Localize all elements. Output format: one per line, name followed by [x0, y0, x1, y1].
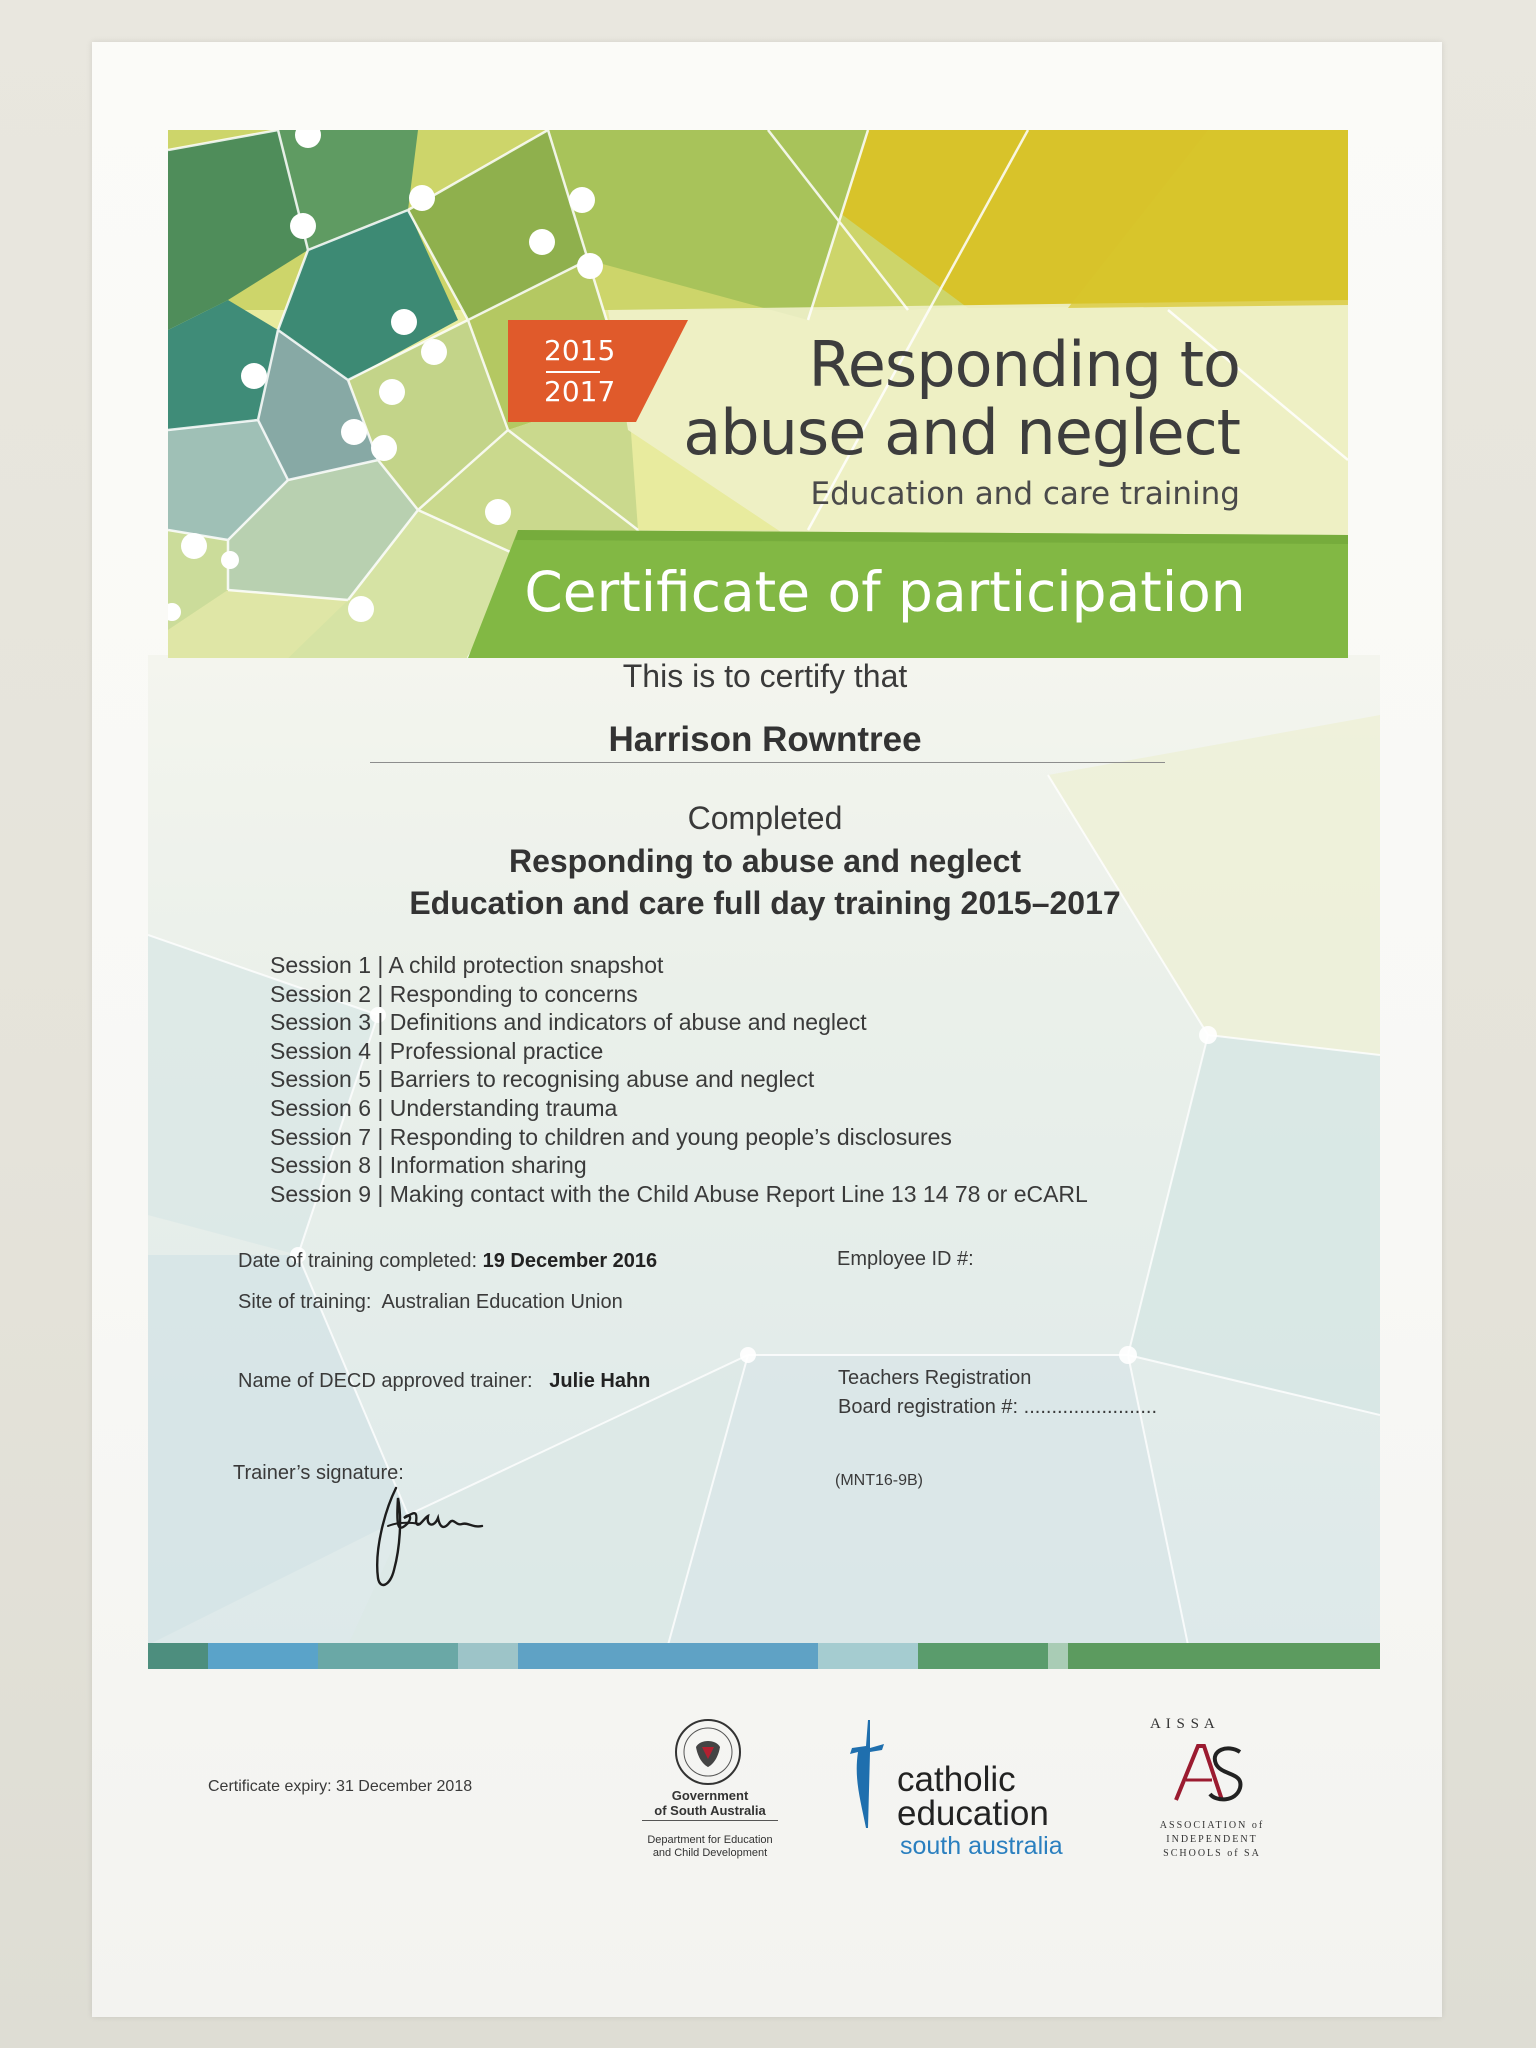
- ce-line3: south australia: [900, 1832, 1063, 1860]
- gov-name-line2: of South Australia: [654, 1803, 766, 1818]
- session-item: Session 7 | Responding to children and young people’s disclosures: [270, 1123, 952, 1150]
- training-site-label: Site of training:: [238, 1291, 372, 1313]
- program-subtitle: Education and care training: [810, 476, 1240, 512]
- signature-label: Trainer’s signature:: [233, 1462, 404, 1484]
- session-item: Session 8 | Information sharing: [270, 1152, 587, 1179]
- ce-line2: education: [897, 1794, 1049, 1833]
- badge-year-start: 2015: [544, 334, 616, 367]
- session-item: Session 4 | Professional practice: [270, 1037, 604, 1064]
- program-title-line2: abuse and neglect: [683, 396, 1240, 469]
- employee-id-label: Employee ID #:: [837, 1248, 974, 1270]
- session-item: Session 6 | Understanding trauma: [270, 1094, 618, 1121]
- session-item: Session 1 | A child protection snapshot: [270, 952, 664, 978]
- sa-government-crest-icon: [672, 1717, 744, 1792]
- trainer-signature: [368, 1478, 548, 1598]
- badge-year-end: 2017: [544, 375, 616, 408]
- training-site-row: [238, 1291, 623, 1314]
- training-site-value: Australian Education Union: [381, 1291, 623, 1313]
- trb-label-line2: Board registration #: ........................: [838, 1396, 1158, 1418]
- gov-dept-line2: and Child Development: [652, 1847, 768, 1859]
- catholic-education-cross-icon: [848, 1718, 890, 1835]
- trb-label-line1: Teachers Registration: [838, 1367, 1032, 1389]
- session-item: Session 9 | Making contact with the Child Abuse Report Line 13 14 78 or eCARL: [270, 1180, 1088, 1207]
- session-item: Session 3 | Definitions and indicators of abuse and neglect: [270, 1009, 867, 1036]
- session-item: Session 2 | Responding to concerns: [270, 980, 638, 1007]
- aissa-name-line1: ASSOCIATION of: [1159, 1820, 1265, 1831]
- course-title-line2: Education and care full day training 2015–2017: [409, 885, 1121, 921]
- aissa-name-line2: INDEPENDENT: [1166, 1834, 1258, 1845]
- training-date-row: [238, 1250, 657, 1273]
- trainer-row: [238, 1370, 650, 1393]
- form-code: (MNT16-9B): [835, 1472, 924, 1489]
- aissa-name-line3: SCHOOLS of SA: [1163, 1848, 1261, 1859]
- trainer-value: Julie Hahn: [549, 1370, 651, 1392]
- aissa-acronym: A I S S A: [1150, 1716, 1216, 1732]
- gov-name-line1: Government: [671, 1788, 749, 1803]
- gov-divider: [642, 1820, 778, 1821]
- gov-dept-line1: Department for Education: [647, 1834, 773, 1846]
- badge-divider: [546, 371, 600, 373]
- name-underline: [370, 762, 1165, 763]
- session-item: Session 5 | Barriers to recognising abuse and neglect: [270, 1066, 815, 1093]
- bottom-colour-band: [148, 1643, 1380, 1669]
- certificate-title: Certificate of participation: [524, 560, 1246, 624]
- ce-line1: catholic: [897, 1760, 1016, 1799]
- trainer-label: Name of DECD approved trainer:: [238, 1370, 533, 1392]
- participant-name: Harrison Rowntree: [608, 720, 922, 759]
- certificate-expiry: Certificate expiry: 31 December 2018: [208, 1778, 473, 1795]
- aissa-monogram-icon: [1170, 1742, 1250, 1811]
- certify-intro: This is to certify that: [622, 658, 908, 694]
- completed-label: Completed: [687, 800, 843, 836]
- course-title-line1: Responding to abuse and neglect: [508, 843, 1022, 879]
- training-date-value: 19 December 2016: [482, 1250, 658, 1272]
- session-list: [270, 951, 1270, 1208]
- program-title-line1: Responding to: [808, 328, 1240, 401]
- training-date-label: Date of training completed:: [238, 1250, 478, 1272]
